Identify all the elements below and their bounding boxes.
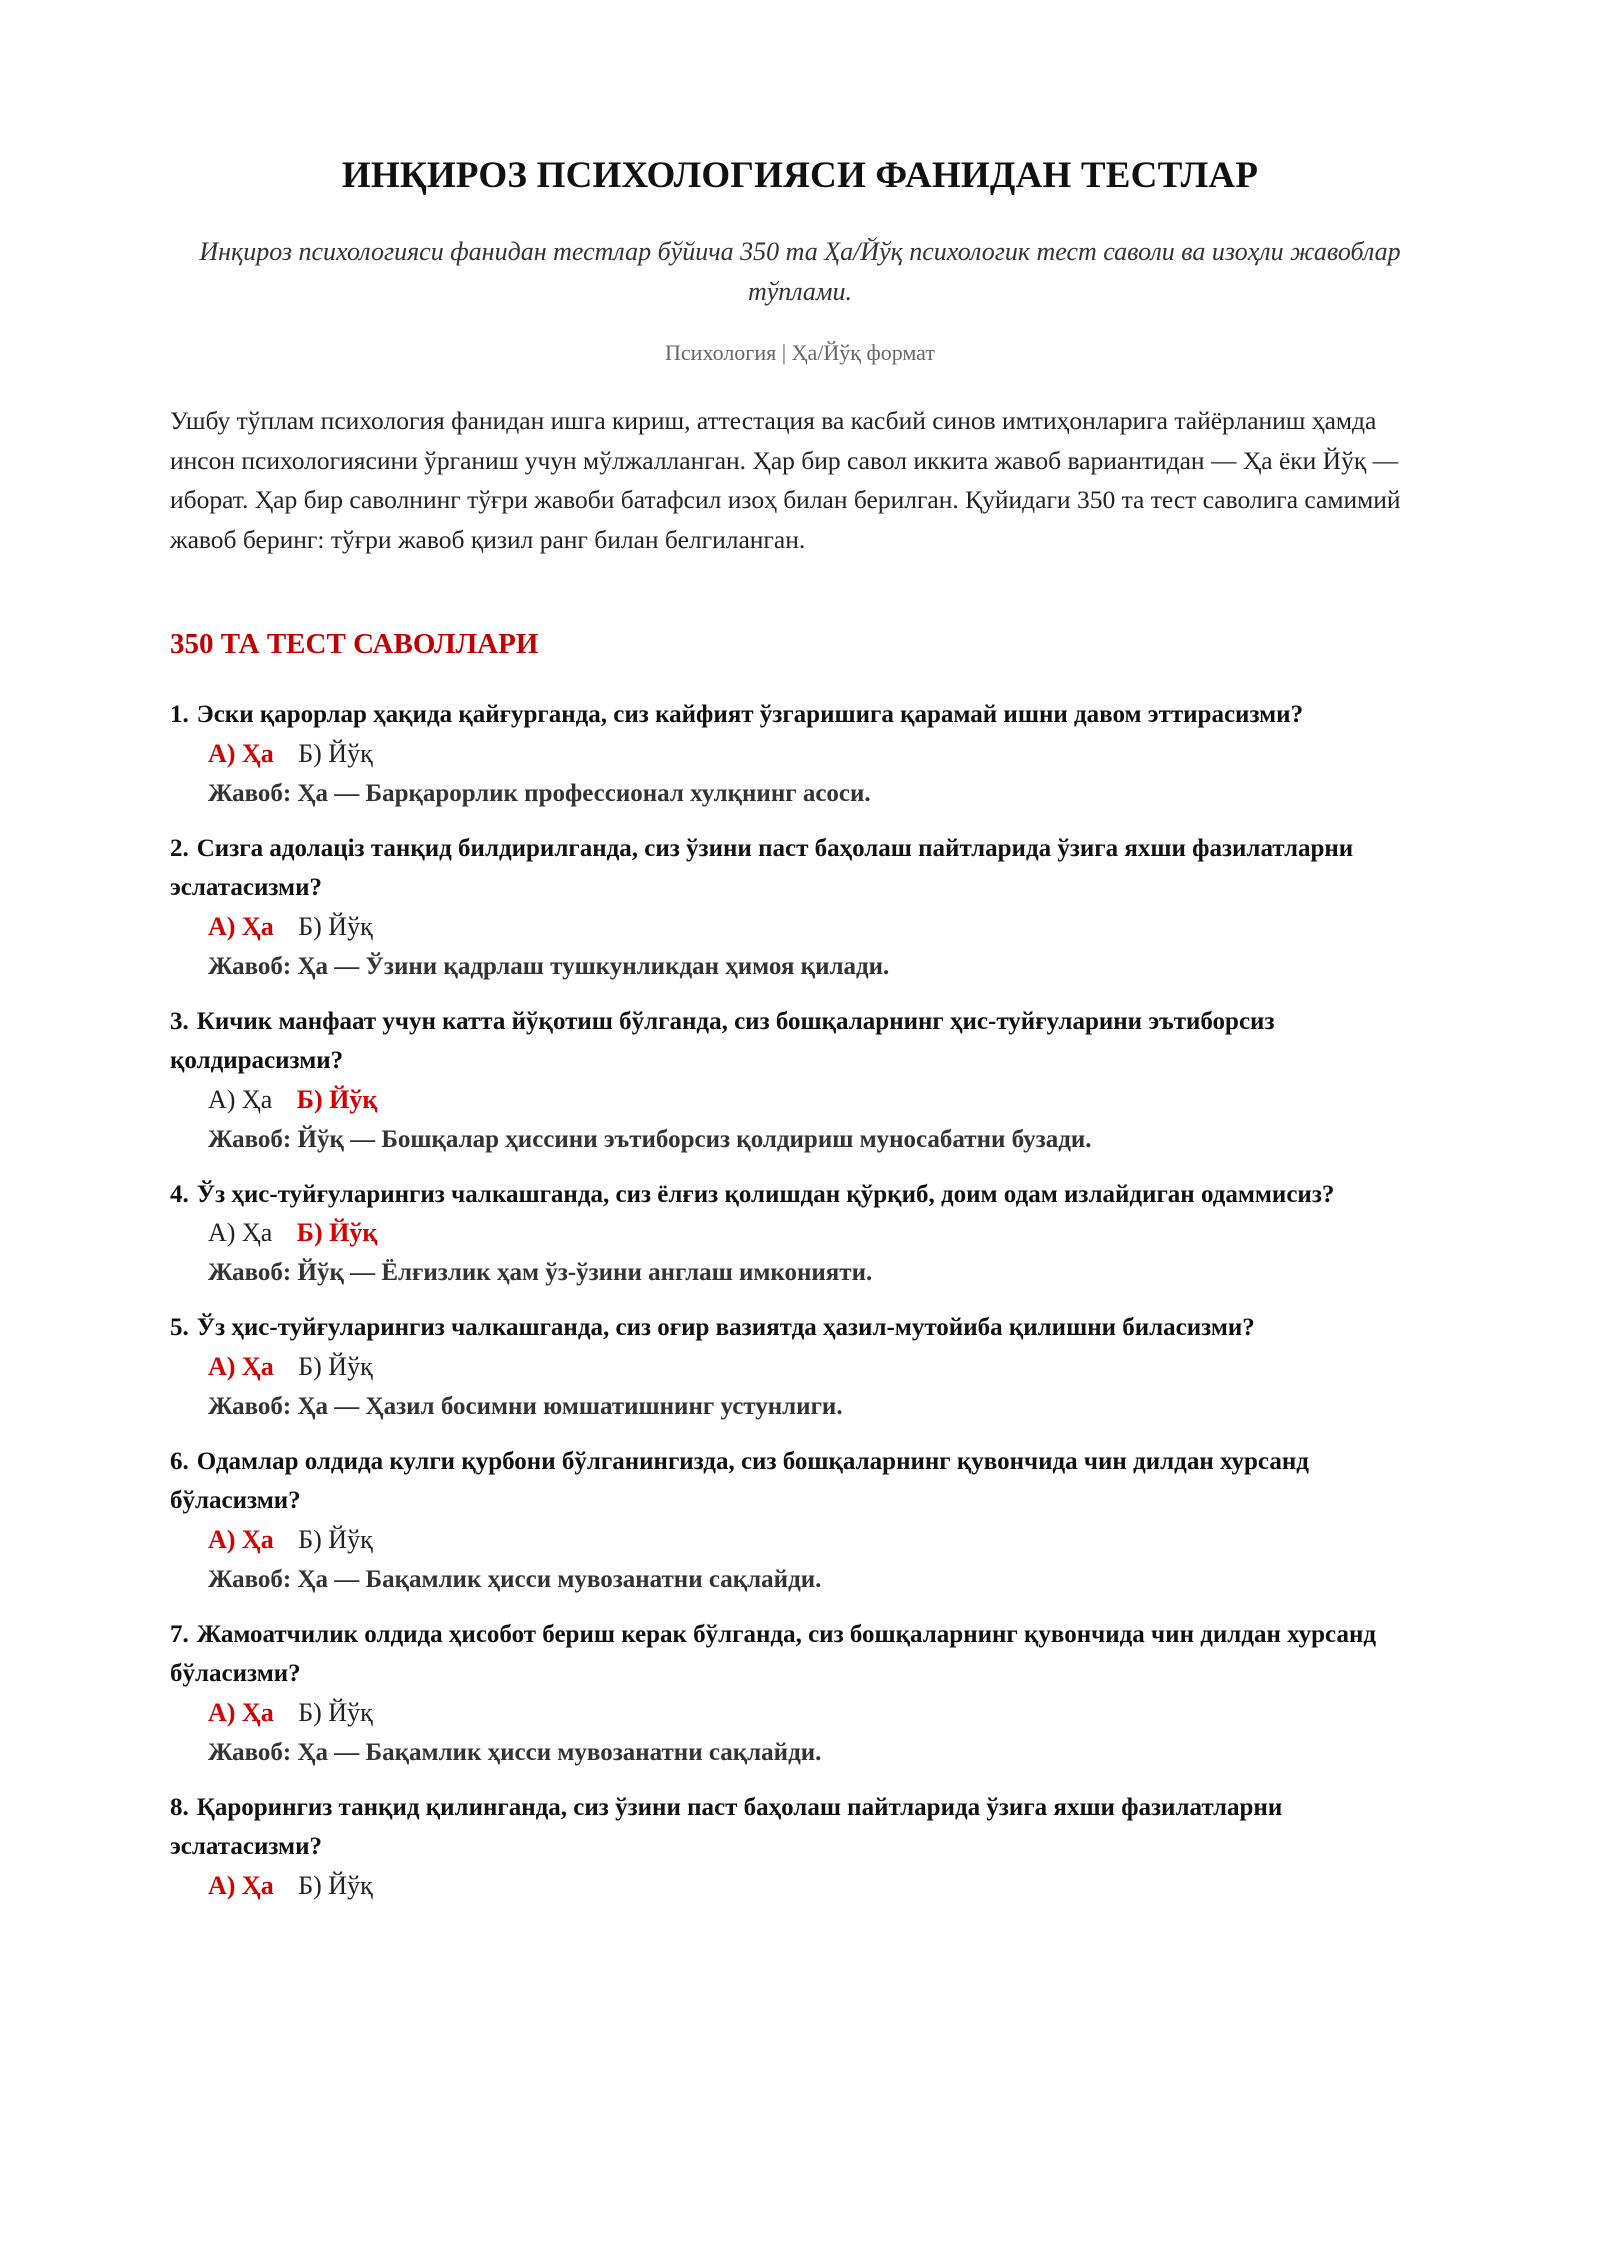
- option-b: Б) Йўқ: [298, 738, 373, 768]
- question-number: 6.: [170, 1447, 189, 1475]
- option-b: Б) Йўқ: [296, 1218, 378, 1247]
- question-item: [170, 1175, 1430, 1293]
- option-a: А) Ҳа: [208, 1870, 274, 1900]
- question-item: [170, 1442, 1430, 1599]
- document-title: ИНҚИРОЗ ПСИХОЛОГИЯСИ ФАНИДАН ТЕСТЛАР: [341, 155, 1259, 196]
- answer-options: [208, 1081, 1430, 1119]
- option-a: А) Ҳа: [208, 1351, 274, 1381]
- answer-options: [208, 1694, 1430, 1732]
- option-a: А) Ҳа: [208, 1697, 274, 1727]
- intro-paragraph: Ушбу тўплам психология фанидан ишга кириш, аттестация ва касбий синов имтиҳонларига тайёрланиш ҳамда инсон психологиясини ўрганиш учун мўлжалланган. Ҳар бир савол иккита жавоб вариантидан — Ҳа ёки Йўқ — иборат. Ҳар бир саволнинг тўғри жавоби батафсил изоҳ билан берилган. Қуйидаги 350 та тест саволига самимий жавоб беринг: тўғри жавоб қизил ранг билан белгиланган.: [170, 406, 1401, 554]
- question-text: [170, 1002, 1430, 1081]
- answer-explanation: Жавоб: Ҳа — Барқарорлик профессионал хулқнинг асоси.: [208, 779, 871, 807]
- question-number: 8.: [170, 1793, 189, 1821]
- answer-explanation: Жавоб: Йўқ — Ёлғизлик ҳам ўз-ўзини англаш имконияти.: [208, 1259, 873, 1286]
- section-heading: 350 ТА ТЕСТ САВОЛЛАРИ: [170, 628, 539, 660]
- answer-explanation: Жавоб: Ҳа — Бақамлик ҳисси мувозанатни сақлайди.: [208, 1565, 822, 1593]
- question-text: [170, 1615, 1430, 1694]
- question-list: [170, 695, 1430, 1921]
- answer-options: [208, 735, 1430, 773]
- option-a: А) Ҳа: [208, 738, 274, 768]
- answer-explanation: Жавоб: Йўқ — Бошқалар ҳиссини эътиборсиз қолдириш муносабатни бузади.: [208, 1125, 1092, 1153]
- question-body: Қарорингиз танқид қилинганда, сиз ўзини паст баҳолаш пайтларида ўзига яхши фазилатларни эслатасизми?: [170, 1793, 1283, 1860]
- question-number: 7.: [170, 1620, 189, 1648]
- question-body: Одамлар олдида кулги қурбони бўлганингизда, сиз бошқаларнинг қувончида чин дилдан хурсанд бўласизми?: [170, 1447, 1309, 1514]
- question-number: 2.: [170, 834, 189, 862]
- option-b: Б) Йўқ: [296, 1084, 378, 1114]
- question-number: 5.: [170, 1314, 189, 1341]
- answer-explanation: Жавоб: Ҳа — Бақамлик ҳисси мувозанатни сақлайди.: [208, 1738, 822, 1766]
- option-b: Б) Йўқ: [298, 1697, 373, 1727]
- question-item: [170, 1788, 1430, 1905]
- question-item: [170, 695, 1430, 813]
- option-a: А) Ҳа: [208, 1218, 273, 1247]
- question-item: [170, 1615, 1430, 1772]
- question-text: [170, 1308, 1430, 1348]
- option-b: Б) Йўқ: [298, 1351, 373, 1381]
- answer-options: [208, 1521, 1430, 1559]
- question-body: Эски қарорлар ҳақида қайғурганда, сиз кайфият ўзгаришига қарамай ишни давом эттирасизми?: [196, 701, 1304, 728]
- question-number: 3.: [170, 1007, 189, 1035]
- answer-explanation: Жавоб: Ҳа — Ўзини қадрлаш тушкунликдан ҳимоя қилади.: [208, 952, 890, 980]
- document-subtitle: Инқироз психологияси фанидан тестлар бўйича 350 та Ҳа/Йўқ психологик тест саволи ва изоҳли жавоблар тўплами.: [199, 237, 1401, 306]
- question-body: Сизга адолацiз танқид билдирилганда, сиз ўзини паст баҳолаш пайтларида ўзига яхши фазилатларни эслатасизми?: [170, 834, 1354, 901]
- option-b: Б) Йўқ: [298, 911, 373, 941]
- question-item: [170, 829, 1430, 986]
- question-number: 4.: [170, 1180, 189, 1208]
- question-body: Кичик манфаат учун катта йўқотиш бўлганда, сиз бошқаларнинг ҳис-туйғуларини эътиборсиз қолдирасизми?: [170, 1007, 1275, 1074]
- question-body: Ўз ҳис-туйғуларингиз чалкашганда, сиз оғир вазиятда ҳазил-мутойиба қилишни биласизми?: [196, 1314, 1255, 1341]
- question-text: [170, 1442, 1430, 1521]
- answer-explanation: Жавоб: Ҳа — Ҳазил босимни юмшатишнинг устунлиги.: [208, 1392, 843, 1420]
- question-text: [170, 1175, 1430, 1215]
- question-text: [170, 829, 1430, 908]
- option-b: Б) Йўқ: [298, 1524, 373, 1554]
- option-b: Б) Йўқ: [298, 1870, 373, 1900]
- question-text: [170, 695, 1430, 735]
- answer-options: [208, 1214, 1430, 1252]
- option-a: А) Ҳа: [208, 1084, 273, 1114]
- option-a: А) Ҳа: [208, 1524, 274, 1554]
- question-body: Ўз ҳис-туйғуларингиз чалкашганда, сиз ёлғиз қолишдан қўрқиб, доим одам излайдиган одаммисиз?: [196, 1180, 1335, 1208]
- answer-options: [208, 1867, 1430, 1905]
- answer-options: [208, 908, 1430, 946]
- question-item: [170, 1002, 1430, 1159]
- option-a: А) Ҳа: [208, 911, 274, 941]
- document-meta: Психология | Ҳа/Йўқ формат: [665, 340, 935, 365]
- question-number: 1.: [170, 701, 189, 728]
- answer-options: [208, 1348, 1430, 1386]
- question-item: [170, 1308, 1430, 1426]
- question-text: [170, 1788, 1430, 1867]
- question-body: Жамоатчилик олдида ҳисобот бериш керак бўлганда, сиз бошқаларнинг қувончида чин дилдан хурсанд бўласизми?: [170, 1620, 1376, 1687]
